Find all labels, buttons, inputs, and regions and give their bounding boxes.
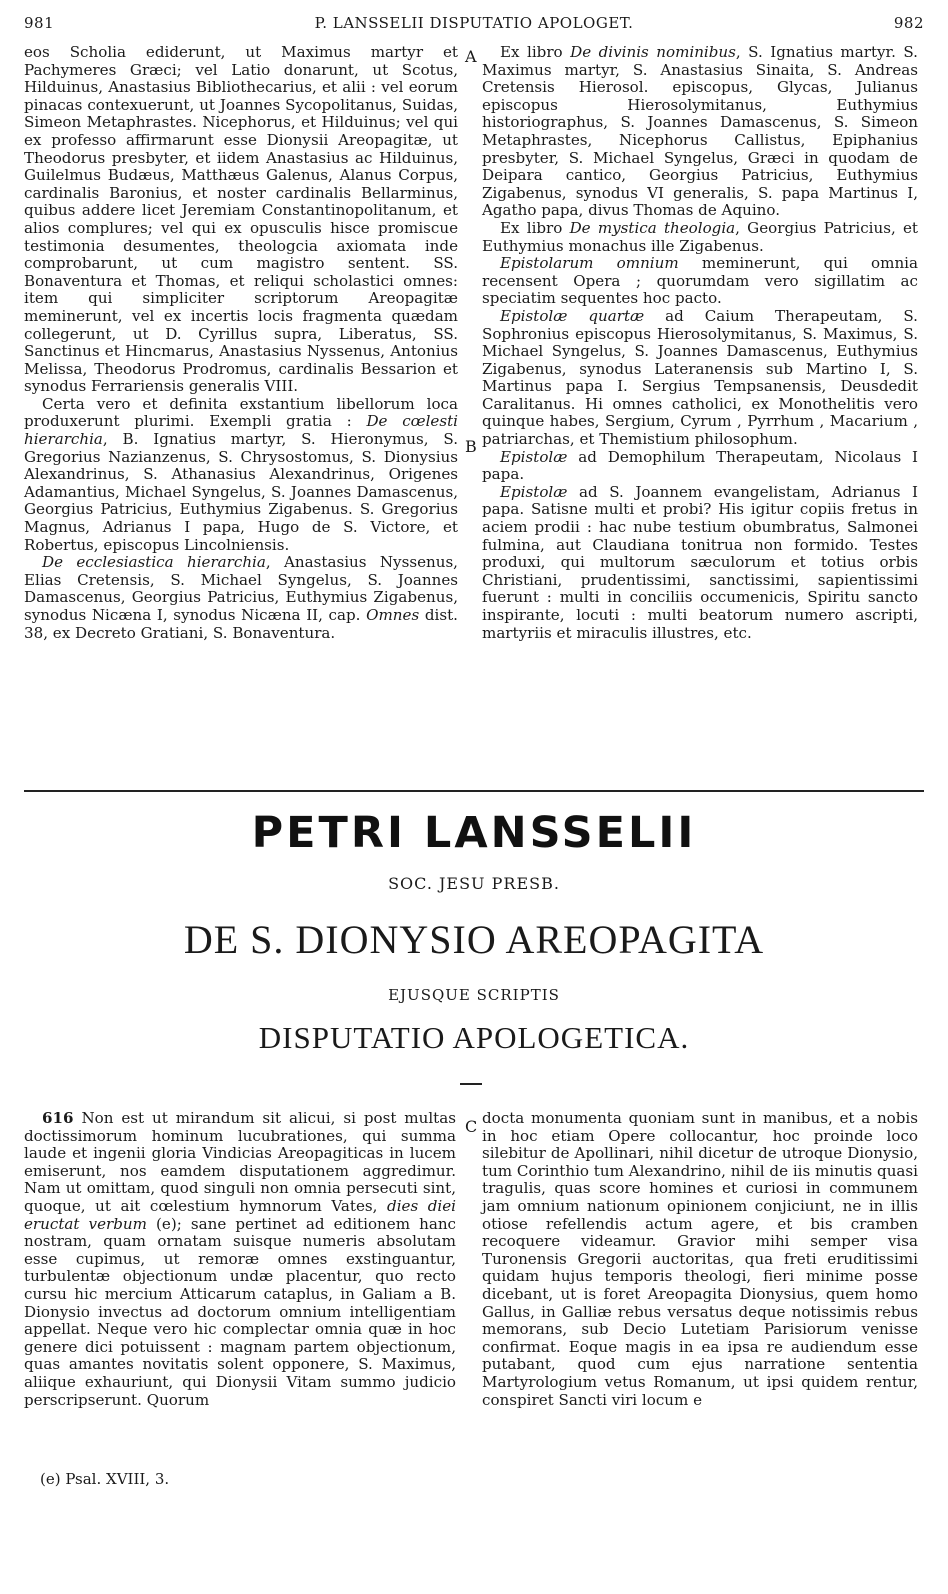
top-right-column (482, 44, 918, 642)
bottom-left-column (24, 1110, 456, 1409)
work-title: Epistolæ quartæ (500, 306, 645, 325)
paragraph: Epistolæ quartæ ad Caium Therapeutam, S. Sophronius episcopus Hierosolymitanus, S. Maximus, S. Michael Syngelus, S. Joannes Damascenus, Euthymius Zigabenus, synodus Lateranensis sub Martino I, S. Martinus papa I. Sergius Tempsanensis, Deusdedit Caralitanus. Hi omnes catholici, ex Monothelitis vero quinque habes, Sergium, Cyrum , Pyrrhum , Macarium , patriarchas, et Themistium philosophum. (482, 306, 918, 449)
work-title: Epistolarum omnium (500, 254, 679, 273)
quotation: dies diei eructat verbum (24, 1196, 456, 1233)
margin-marker-c: C (465, 1117, 478, 1136)
title-subject: DE S. DIONYSIO AREOPAGITA (183, 917, 765, 962)
title-society: SOC. JESU PRESB. (388, 874, 560, 893)
paragraph: Epistolæ ad S. Joannem evangelistam, Adrianus I papa. Satisne multi et probi? His igitur copiis fretus in aciem prodii : hac nube testium obumbratus, Salmonei fulmina, aut Claudiana tonitrua non formido. Testes produxi, qui multorum sæculorum et totius orbis Christiani, prudentissimi, sanctissimi, sapientissimi fuerunt : multi in conciliis occumenicis, Spiritu sancto inspirante, locuti : multi beatorum numero ascripti, martyriis et miraculis illustres, etc. (482, 482, 918, 642)
short-divider (460, 1083, 482, 1085)
paragraph: De ecclesiastica hierarchia, Anastasius Nyssenus, Elias Cretensis, S. Michael Syngelus, S. Joannes Damascenus, Georgius Patricius, Euthymius Zigabenus, synodus Nicæna I, synodus Nicæna II, cap. Omnes dist. 38, ex Decreto Gratiani, S. Bonaventura. (24, 553, 458, 642)
paragraph: docta monumenta quoniam sunt in manibus, et a nobis in hoc etiam Opere collocantur, hoc proinde loco silebitur de Apollinari, nihil dicetur de utroque Dionysio, tum Corinthio tum Alexandrino, nihil de iis minutis quasi tragulis, quas score homines et curiosi in communem jam omnium nationum opinionem conjiciunt, ne in illis otiose refellendis actum agere, et bis cramben recoquere videamur. Gravior mihi semper visa Turonensis Gregorii auctoritas, qua freti eruditissimi quidam hujus temporis theologi, fieri minime posse dicebant, ut is foret Areopagita Dionysius, quem homo Gallus, in Galliæ rebus versatus deque notissimis rebus memorans, sub Decio Lutetiam Parisiorum venisse confirmat. Eoque magis in ea ipsa re audiendum esse putabant, quod cum ejus narratione sententia Martyrologium vetus Romanum, ut ipsi quidem rentur, conspiret Sancti viri locum e (482, 1109, 918, 1409)
paragraph: Epistolarum omnium meminerunt, qui omnia recensent Opera ; quorumdam vero sigillatim ac speciatim sequentes hoc pacto. (482, 254, 918, 308)
title-disputatio: DISPUTATIO APOLOGETICA. (258, 1020, 690, 1055)
work-title: De divinis nominibus (570, 43, 736, 61)
paragraph: Epistolæ ad Demophilum Therapeutam, Nicolaus I papa. (482, 447, 918, 484)
section-number: 616 (42, 1109, 74, 1127)
title-ejusque: EJUSQUE SCRIPTIS (388, 986, 560, 1004)
page-number-right: 982 (893, 14, 924, 32)
work-title: Epistolæ (500, 447, 568, 466)
work-title: De mystica theologia (569, 218, 736, 237)
work-title: Omnes (366, 606, 420, 624)
paragraph: Ex libro De divinis nominibus, S. Ignatius martyr. S. Maximus martyr, S. Anastasius Sinaita, S. Andreas Cretensis Hierosol. episcopus, Glycas, Julianus episcopus Hierosolymitanus, Euthymius historiographus, S. Joannes Damascenus, S. Simeon Metaphrastes, Nicephorus Callistus, Epiphanius presbyter, S. Michael Syngelus, Græci in quodam de Deipara cantico, Georgius Patricius, Euthymius Zigabenus, synodus VI generalis, S. papa Martinus I, Agatho papa, divus Thomas de Aquino. (482, 43, 918, 220)
paragraph: eos Scholia ediderunt, ut Maximus martyr et Pachymeres Græci; vel Latio donarunt, ut Scotus, Hilduinus, Anastasius Bibliothecarius, et alii : vel eorum pinacas contexuerunt, ut Joannes Sycopolitanus, Suidas, Simeon Metaphrastes. Nicephorus, et Hilduinus; vel qui ex professo affirmarunt esse Dionysii Areopagitæ, ut Theodorus presbyter, et iidem Anastasius ac Hilduinus, Guilelmus Budæus, Matthæus Galenus, Alanus Corpus, cardinalis Baronius, et noster cardinalis Bellarminus, quibus addere licet Jeremiam Constantinopolitanum, et alios complures; vel qui ex opusculis hisce promiscue testimonia desumentes, theologcia axiomata inde comprobarunt, ut cum magistro sentent. SS. Bonaventura et Thomas, et reliqui scholastici omnes: item qui simpliciter scriptorum Areopagitæ meminerunt, vel ex incertis locis fragmenta quædam collegerunt, ut D. Cyrillus supra, Liberatus, SS. Sanctinus et Hincmarus, Anastasius Nyssenus, Antonius Melissa, Theodorus Prodromus, cardinalis Bessarion et synodus Ferrariensis generalis VIII. (24, 43, 458, 396)
section-divider (24, 790, 924, 792)
page-number-left: 981 (24, 14, 55, 32)
margin-marker-a: A (465, 47, 477, 66)
margin-marker-b: B (465, 437, 477, 456)
paragraph: 616 Non est ut mirandum sit alicui, si post multas doctissimorum hominum lucubrationes, qui summa laude et ingenii gloria Vindicias Areopagiticas in lucem emiserunt, nos eamdem disputationem aggredimur. Nam ut omittam, quod singuli non omnia persecuti sint, quoque, ut ait cœlestium hymnorum Vates, dies diei eructat verbum (e); sane pertinet ad editionem hanc nostram, quam ornatam suisque numeris absolutam esse cupimus, ut remoræ omnes exstinguantur, turbulentæ objectionum undæ placentur, quo recto cursu hic mercium Atticarum cataplus, in Galiam a B. Dionysio invectus ad doctorum omnium intelligentiam appellat. Neque vero hic complectar omnia quæ in hoc genere dici potuissent : magnam partem objectionum, quas amantes novitatis solent opponere, S. Maximus, aliique exhauriunt, qui Dionysii Vitam summo judicio perscripserunt. Quorum (24, 1109, 456, 1409)
running-head (24, 14, 924, 36)
running-head-title: P. LANSSELII DISPUTATIO APOLOGET. (314, 14, 634, 32)
paragraph: Ex libro De mystica theologia, Georgius Patricius, et Euthymius monachus ille Zigabenus. (482, 218, 918, 255)
footnote: (e) Psal. XVIII, 3. (40, 1470, 170, 1488)
title-author: PETRI LANSSELII (251, 808, 697, 858)
bottom-right-column (482, 1110, 918, 1409)
top-left-column (24, 44, 458, 642)
work-title: Epistolæ (500, 482, 568, 501)
paragraph: Certa vero et definita exstantium libellorum loca produxerunt plurimi. Exempli gratia : De cœlesti hierarchia, B. Ignatius martyr, S. Hieronymus, S. Gregorius Nazianzenus, S. Chrysostomus, S. Dionysius Alexandrinus, S. Athanasius Alexandrinus, Origenes Adamantius, Michael Syngelus, S. Joannes Damascenus, Georgius Patricius, Euthymius Zigabenus. S. Gregorius Magnus, Adrianus I papa, Hugo de S. Victore, et Robertus, episcopus Lincolniensis. (24, 394, 459, 554)
work-title: De cœlesti hierarchia (24, 412, 459, 449)
work-title: De ecclesiastica hierarchia (42, 553, 266, 572)
